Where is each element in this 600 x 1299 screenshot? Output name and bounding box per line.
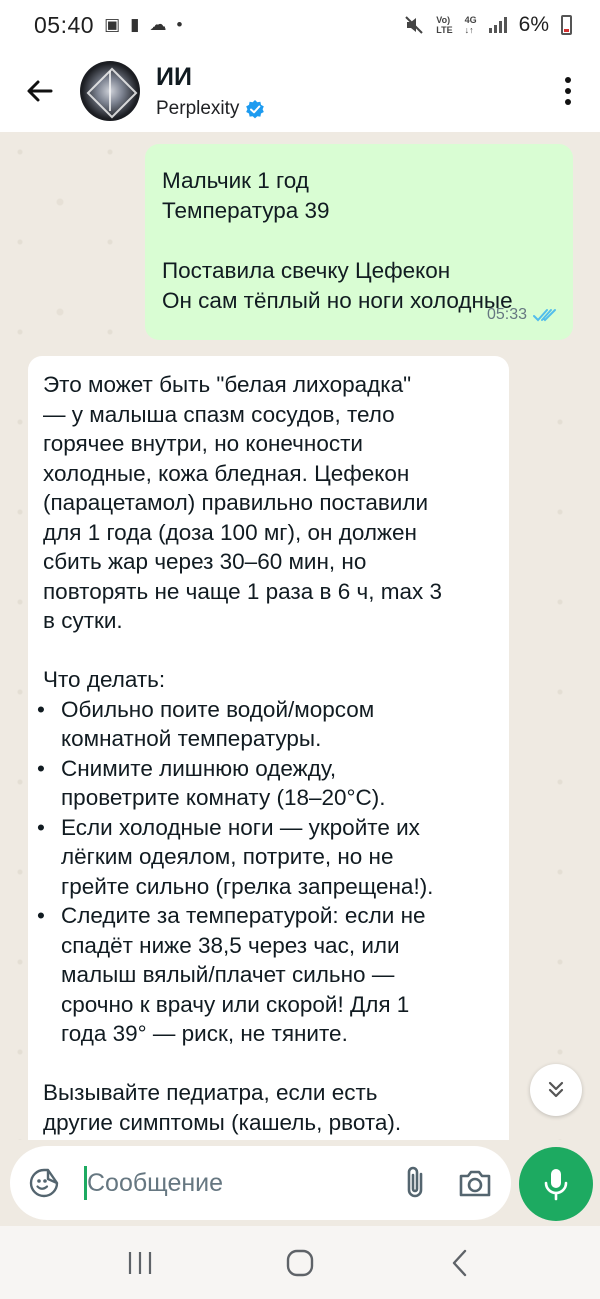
sticker-emoji-icon (28, 1167, 60, 1199)
emoji-button[interactable] (24, 1163, 64, 1203)
incoming-message[interactable] (28, 356, 509, 1150)
message-time: 05:33 (486, 306, 527, 323)
home-button[interactable] (265, 1233, 335, 1293)
home-icon (285, 1248, 315, 1278)
scroll-to-bottom-button[interactable] (530, 1064, 582, 1116)
system-back-button[interactable] (425, 1233, 495, 1293)
camera-icon (458, 1168, 492, 1198)
message-line: холодные, кожа бледная. Цефекон (43, 460, 410, 486)
chat-subtitle: Perplexity (156, 97, 240, 119)
dot-icon (565, 88, 571, 94)
message-line: повторять не чаще 1 раза в 6 ч, max 3 (43, 578, 442, 604)
list-item: • Следите за температурой: если не спадёт ниже 38,5 через час, или малыш вялый/плачет сильно — срочно к врачу или скорой! Для 1 года 39° — риск, не тяните. (31, 901, 493, 1049)
message-line: Вызывайте педиатра, если есть (43, 1080, 378, 1105)
notification-icon: ▮ (130, 15, 140, 34)
message-line: для 1 года (доза 100 мг), он должен (43, 519, 417, 545)
more-notifications-icon: • (176, 15, 183, 34)
chevron-left-icon (449, 1248, 471, 1278)
dot-icon (565, 99, 571, 105)
microphone-icon (543, 1167, 569, 1201)
recent-apps-button[interactable] (105, 1233, 175, 1293)
volte-indicator: Vo) LTE (436, 15, 453, 35)
message-line: Мальчик 1 год (162, 168, 309, 193)
message-line (162, 226, 555, 256)
advice-list (43, 695, 493, 1049)
message-line: Поставила свечку Цефекон (162, 258, 451, 283)
list-item: • Если холодные ноги — укройте их лёгким одеялом, потрите, но не грейте сильно (грелка запрещена!). (31, 813, 493, 902)
section-heading: Что делать: (43, 667, 166, 692)
message-line: сбить жар через 30–60 мин, но (43, 549, 367, 574)
notification-icon: ▣ (104, 15, 121, 34)
status-time: 05:40 (34, 11, 95, 38)
chat-area[interactable] (0, 132, 600, 1150)
weather-icon: ☁ (149, 15, 167, 34)
verified-badge-icon (245, 99, 265, 119)
avatar[interactable] (80, 61, 140, 121)
mute-icon (404, 15, 424, 35)
message-line: — у малыша спазм сосудов, тело (43, 401, 395, 427)
battery-icon (561, 15, 572, 35)
attach-button[interactable] (395, 1161, 435, 1205)
message-line: Температура 39 (162, 198, 330, 223)
message-input[interactable] (87, 1169, 377, 1198)
arrow-left-icon (25, 76, 55, 106)
network-4g-indicator: 4G ↓↑ (464, 15, 477, 35)
more-options-button[interactable] (556, 67, 580, 115)
signal-icon (489, 17, 507, 33)
recent-apps-icon (126, 1250, 154, 1276)
chat-title-block[interactable] (156, 63, 265, 120)
status-bar (0, 0, 600, 50)
message-line: горячее внутри, но конечности (43, 431, 363, 456)
back-button[interactable] (10, 61, 70, 121)
message-line: (парацетамол) правильно поставили (43, 490, 429, 515)
paperclip-icon (402, 1165, 428, 1201)
message-line: Это может быть "белая лихорадка" (43, 372, 412, 397)
battery-percent: 6% (518, 13, 549, 36)
double-chevron-down-icon (544, 1078, 568, 1102)
message-line: другие симптомы (кашель, рвота). (43, 1109, 402, 1135)
list-item: • Обильно поите водой/морсом комнатной температуры. (31, 695, 493, 754)
camera-button[interactable] (455, 1161, 495, 1205)
message-line: Он сам тёплый но ноги холодные (162, 288, 513, 313)
voice-message-button[interactable] (519, 1147, 593, 1221)
list-item: • Снимите лишнюю одежду, проветрите комнату (18–20°C). (31, 754, 493, 813)
dot-icon (565, 77, 571, 83)
outgoing-message[interactable] (145, 144, 573, 340)
double-check-icon (533, 307, 559, 323)
chat-header (0, 50, 600, 132)
message-line: в сутки. (43, 608, 123, 633)
chat-title: ИИ (156, 62, 192, 91)
message-input-container (10, 1146, 511, 1220)
system-navigation-bar (0, 1226, 600, 1299)
composer (0, 1140, 600, 1226)
